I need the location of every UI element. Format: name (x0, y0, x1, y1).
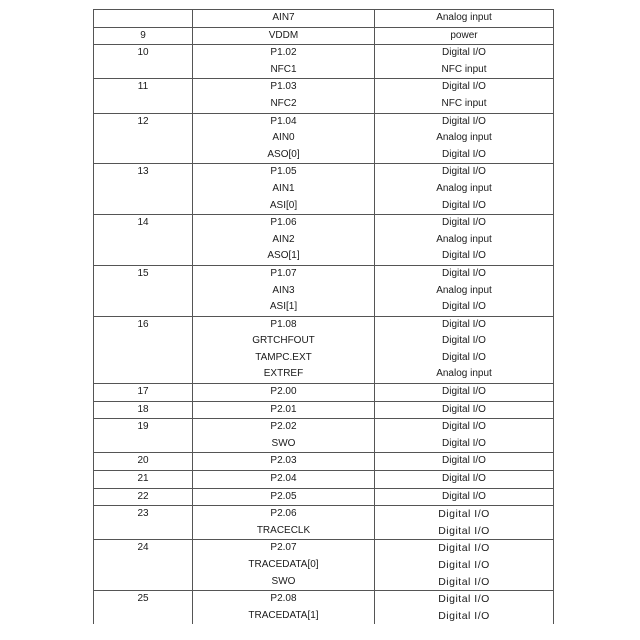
pin-type-cell: Digital I/O (375, 45, 554, 62)
pin-function-cell: P2.07 (193, 540, 375, 557)
pin-number-cell (94, 523, 193, 540)
pin-number-cell (94, 130, 193, 147)
pin-type-cell: NFC input (375, 96, 554, 113)
pin-type-cell: Digital I/O (375, 557, 554, 574)
pin-number-cell: 17 (94, 384, 193, 402)
pin-type-cell: Digital I/O (375, 436, 554, 453)
pin-type-cell: Digital I/O (375, 299, 554, 316)
pin-type-cell: Analog input (375, 10, 554, 28)
pin-number-cell: 10 (94, 45, 193, 62)
table-row (94, 147, 554, 164)
pin-function-cell: NFC1 (193, 62, 375, 79)
pin-number-cell (94, 62, 193, 79)
pin-number-cell (94, 574, 193, 591)
pin-type-cell: Digital I/O (375, 608, 554, 625)
pin-function-cell: P2.02 (193, 419, 375, 436)
pin-function-cell: ASI[0] (193, 198, 375, 215)
pin-type-cell: power (375, 27, 554, 45)
pin-type-cell: Digital I/O (375, 453, 554, 471)
table-row (94, 401, 554, 419)
pin-number-cell (94, 557, 193, 574)
pin-number-cell (94, 283, 193, 300)
pin-number-cell (94, 333, 193, 350)
pin-function-cell: P2.01 (193, 401, 375, 419)
pin-type-cell: Digital I/O (375, 198, 554, 215)
pin-number-cell (94, 436, 193, 453)
pin-function-cell: NFC2 (193, 96, 375, 113)
pin-type-cell: Digital I/O (375, 471, 554, 489)
pin-function-cell: P2.00 (193, 384, 375, 402)
table-row (94, 366, 554, 383)
pin-function-cell: P2.03 (193, 453, 375, 471)
pin-function-cell: P1.02 (193, 45, 375, 62)
pin-number-cell: 22 (94, 488, 193, 506)
pin-function-cell: P2.06 (193, 506, 375, 523)
pin-number-cell (94, 366, 193, 383)
table-row (94, 453, 554, 471)
pin-number-cell (94, 10, 193, 28)
table-row (94, 471, 554, 489)
pin-function-cell: ASO[0] (193, 147, 375, 164)
pin-function-cell: TAMPC.EXT (193, 350, 375, 367)
pin-function-cell: P1.08 (193, 316, 375, 333)
pin-function-cell: EXTREF (193, 366, 375, 383)
pin-number-cell (94, 608, 193, 625)
pin-function-cell: SWO (193, 436, 375, 453)
pin-type-cell: NFC input (375, 62, 554, 79)
pin-type-cell: Digital I/O (375, 215, 554, 232)
pin-type-cell: Digital I/O (375, 401, 554, 419)
pin-type-cell: Analog input (375, 366, 554, 383)
pin-number-cell: 20 (94, 453, 193, 471)
pin-function-cell: AIN1 (193, 181, 375, 198)
pin-number-cell (94, 232, 193, 249)
pin-number-cell: 16 (94, 316, 193, 333)
pin-function-cell: SWO (193, 574, 375, 591)
pin-type-cell: Analog input (375, 232, 554, 249)
pin-type-cell: Digital I/O (375, 384, 554, 402)
pin-type-cell: Digital I/O (375, 574, 554, 591)
pin-type-cell: Digital I/O (375, 591, 554, 608)
pin-type-cell: Digital I/O (375, 248, 554, 265)
pin-type-cell: Digital I/O (375, 316, 554, 333)
pin-function-cell: VDDM (193, 27, 375, 45)
pin-type-cell: Digital I/O (375, 488, 554, 506)
table-row (94, 419, 554, 436)
table-row (94, 113, 554, 130)
pin-type-cell: Digital I/O (375, 350, 554, 367)
pin-number-cell: 25 (94, 591, 193, 608)
table-row (94, 333, 554, 350)
table-row (94, 130, 554, 147)
pin-function-cell: TRACEDATA[1] (193, 608, 375, 625)
pin-number-cell: 14 (94, 215, 193, 232)
pin-number-cell: 9 (94, 27, 193, 45)
pin-type-cell: Digital I/O (375, 333, 554, 350)
pin-type-cell: Digital I/O (375, 419, 554, 436)
pin-function-cell: AIN2 (193, 232, 375, 249)
table-row (94, 248, 554, 265)
pin-type-cell: Analog input (375, 181, 554, 198)
pin-function-cell: ASI[1] (193, 299, 375, 316)
pin-type-cell: Analog input (375, 130, 554, 147)
pin-function-cell: GRTCHFOUT (193, 333, 375, 350)
table-row (94, 316, 554, 333)
table-row (94, 591, 554, 608)
table-row (94, 198, 554, 215)
pin-number-cell (94, 147, 193, 164)
table-row (94, 283, 554, 300)
pin-type-cell: Analog input (375, 283, 554, 300)
pin-function-cell: P2.05 (193, 488, 375, 506)
table-row (94, 574, 554, 591)
table-row (94, 488, 554, 506)
pin-function-cell: P1.07 (193, 265, 375, 282)
pin-number-cell: 23 (94, 506, 193, 523)
pin-number-cell (94, 299, 193, 316)
pin-number-cell (94, 248, 193, 265)
pin-function-cell: AIN0 (193, 130, 375, 147)
pin-function-cell: ASO[1] (193, 248, 375, 265)
pin-function-cell: P1.04 (193, 113, 375, 130)
pin-number-cell: 11 (94, 79, 193, 96)
table-row (94, 506, 554, 523)
pin-type-cell: Digital I/O (375, 265, 554, 282)
pin-function-cell: AIN7 (193, 10, 375, 28)
pin-type-cell: Digital I/O (375, 164, 554, 181)
table-row (94, 523, 554, 540)
table-row (94, 10, 554, 28)
pin-type-cell: Digital I/O (375, 523, 554, 540)
table-row (94, 96, 554, 113)
pin-type-cell: Digital I/O (375, 79, 554, 96)
pin-number-cell: 13 (94, 164, 193, 181)
pin-number-cell (94, 198, 193, 215)
table-row (94, 164, 554, 181)
pin-type-cell: Digital I/O (375, 113, 554, 130)
pin-number-cell: 18 (94, 401, 193, 419)
table-row (94, 608, 554, 625)
pin-table-body (94, 10, 554, 625)
pin-function-cell: TRACEDATA[0] (193, 557, 375, 574)
table-row (94, 232, 554, 249)
table-row (94, 62, 554, 79)
pin-type-cell: Digital I/O (375, 506, 554, 523)
pin-assignment-table (93, 9, 554, 624)
pin-number-cell: 19 (94, 419, 193, 436)
pin-number-cell: 24 (94, 540, 193, 557)
pin-function-cell: P1.03 (193, 79, 375, 96)
table-row (94, 436, 554, 453)
pin-number-cell: 15 (94, 265, 193, 282)
pin-function-cell: P2.08 (193, 591, 375, 608)
table-row (94, 45, 554, 62)
table-row (94, 265, 554, 282)
pin-number-cell (94, 350, 193, 367)
pin-function-cell: P1.05 (193, 164, 375, 181)
pin-type-cell: Digital I/O (375, 147, 554, 164)
table-row (94, 181, 554, 198)
pin-number-cell (94, 96, 193, 113)
table-row (94, 27, 554, 45)
table-row (94, 557, 554, 574)
pin-number-cell (94, 181, 193, 198)
pin-function-cell: P1.06 (193, 215, 375, 232)
pin-number-cell: 21 (94, 471, 193, 489)
pin-function-cell: TRACECLK (193, 523, 375, 540)
table-row (94, 299, 554, 316)
table-row (94, 384, 554, 402)
table-row (94, 540, 554, 557)
pin-function-cell: AIN3 (193, 283, 375, 300)
pin-number-cell: 12 (94, 113, 193, 130)
table-row (94, 350, 554, 367)
table-row (94, 215, 554, 232)
table-row (94, 79, 554, 96)
pin-function-cell: P2.04 (193, 471, 375, 489)
pin-type-cell: Digital I/O (375, 540, 554, 557)
